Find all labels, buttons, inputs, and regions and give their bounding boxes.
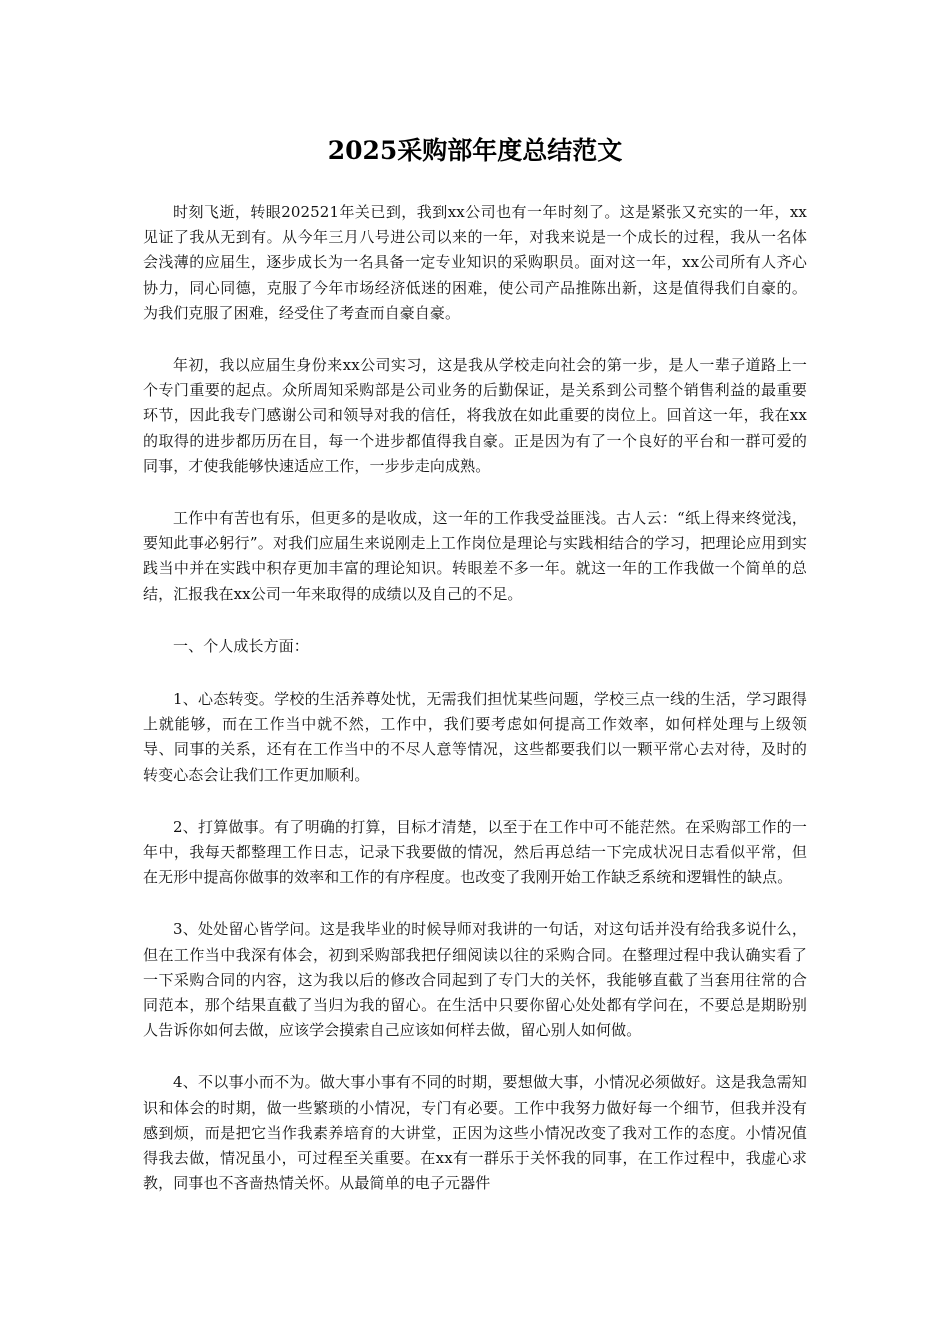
paragraph-item-1-mindset: 1、心态转变。学校的生活养尊处忧，无需我们担忧某些问题，学校三点一线的生活，学习跟得上就能够，而在工作当中就不然，工作中，我们要考虑如何提高工作效率，如何样处理与上级领导、同事的关系，还有在工作当中的不尽人意等情况，这些都要我们以一颗平常心去对待，及时的转变心态会让我们工作更加顺利。 [143,690,807,784]
paragraph-item-4-small-things: 4、不以事小而不为。做大事小事有不同的时期，要想做大事，小情况必须做好。这是我急需知识和体会的时期，做一些繁琐的小情况，专门有必要。工作中我努力做好每一个细节，但我并没有感到烦，而是把它当作我素养培育的大讲堂，正因为这些小情况改变了我对工作的态度。小情况值得我去做，情况虽小，可过程至关重要。在xx有一群乐于关怀我的同事，在工作过程中，我虚心求教，同事也不吝啬热情关怀。从最简单的电子元器件 [143,1073,807,1193]
paragraph-intro: 时刻飞逝，转眼202521年关已到，我到xx公司也有一年时刻了。这是紧张又充实的一年，xx见证了我从无到有。从今年三月八号进公司以来的一年，对我来说是一个成长的过程，我从一名体会浅薄的应届生，逐步成长为一名具备一定专业知识的采购职员。面对这一年，xx公司所有人齐心协力，同心同德，克服了今年市场经济低迷的困难，使公司产品推陈出新，这是值得我们自豪的。为我们克服了困难，经受住了考查而自豪自豪。 [143,203,807,322]
paragraph-start-of-year: 年初，我以应届生身份来xx公司实习，这是我从学校走向社会的第一步，是人一辈子道路上一个专门重要的起点。众所周知采购部是公司业务的后勤保证，是关系到公司整个销售利益的最重要环节，因此我专门感谢公司和领导对我的信任，将我放在如此重要的岗位上。回首这一年，我在xx的取得的进步都历历在目，每一个进步都值得我自豪。正是因为有了一个良好的平台和一群可爱的同事，才使我能够快速适应工作，一步步走向成熟。 [143,356,807,475]
paragraph-item-2-planning: 2、打算做事。有了明确的打算，目标才清楚，以至于在工作中可不能茫然。在采购部工作的一年中，我每天都整理工作日志，记录下我要做的情况，然后再总结一下完成状况日志看似平常，但在无形中提高你做事的效率和工作的有序程度。也改变了我刚开始工作缺乏系统和逻辑性的缺点。 [143,817,807,887]
document-title: 2025采购部年度总结范文 [327,136,623,165]
paragraph-work-gains: 工作中有苦也有乐，但更多的是收成，这一年的工作我受益匪浅。古人云：“纸上得来终觉浅，要知此事必躬行”。对我们应届生来说刚走上工作岗位是理论与实践相结合的学习，把理论应用到实践当中并在实践中积存更加丰富的理论知识。转眼差不多一年。就这一年的工作我做一个简单的总结，汇报我在xx公司一年来取得的成绩以及自己的不足。 [143,509,807,603]
section-heading-personal-growth: 一、个人成长方面： [173,636,309,655]
paragraph-item-3-attentiveness: 3、处处留心皆学问。这是我毕业的时候导师对我讲的一句话，对这句话并没有给我多说什么，但在工作当中我深有体会，初到采购部我把仔细阅读以往的采购合同。在整理过程中我认确实看了一下采购合同的内容，这为我以后的修改合同起到了专门大的关怀，我能够直截了当套用往常的合同范本，那个结果直截了当归为我的留心。在生活中只要你留心处处都有学问在，不要总是期盼别人告诉你如何去做，应该学会摸索自己应该如何样去做，留心别人如何做。 [143,920,807,1040]
document-body [143,200,807,1224]
